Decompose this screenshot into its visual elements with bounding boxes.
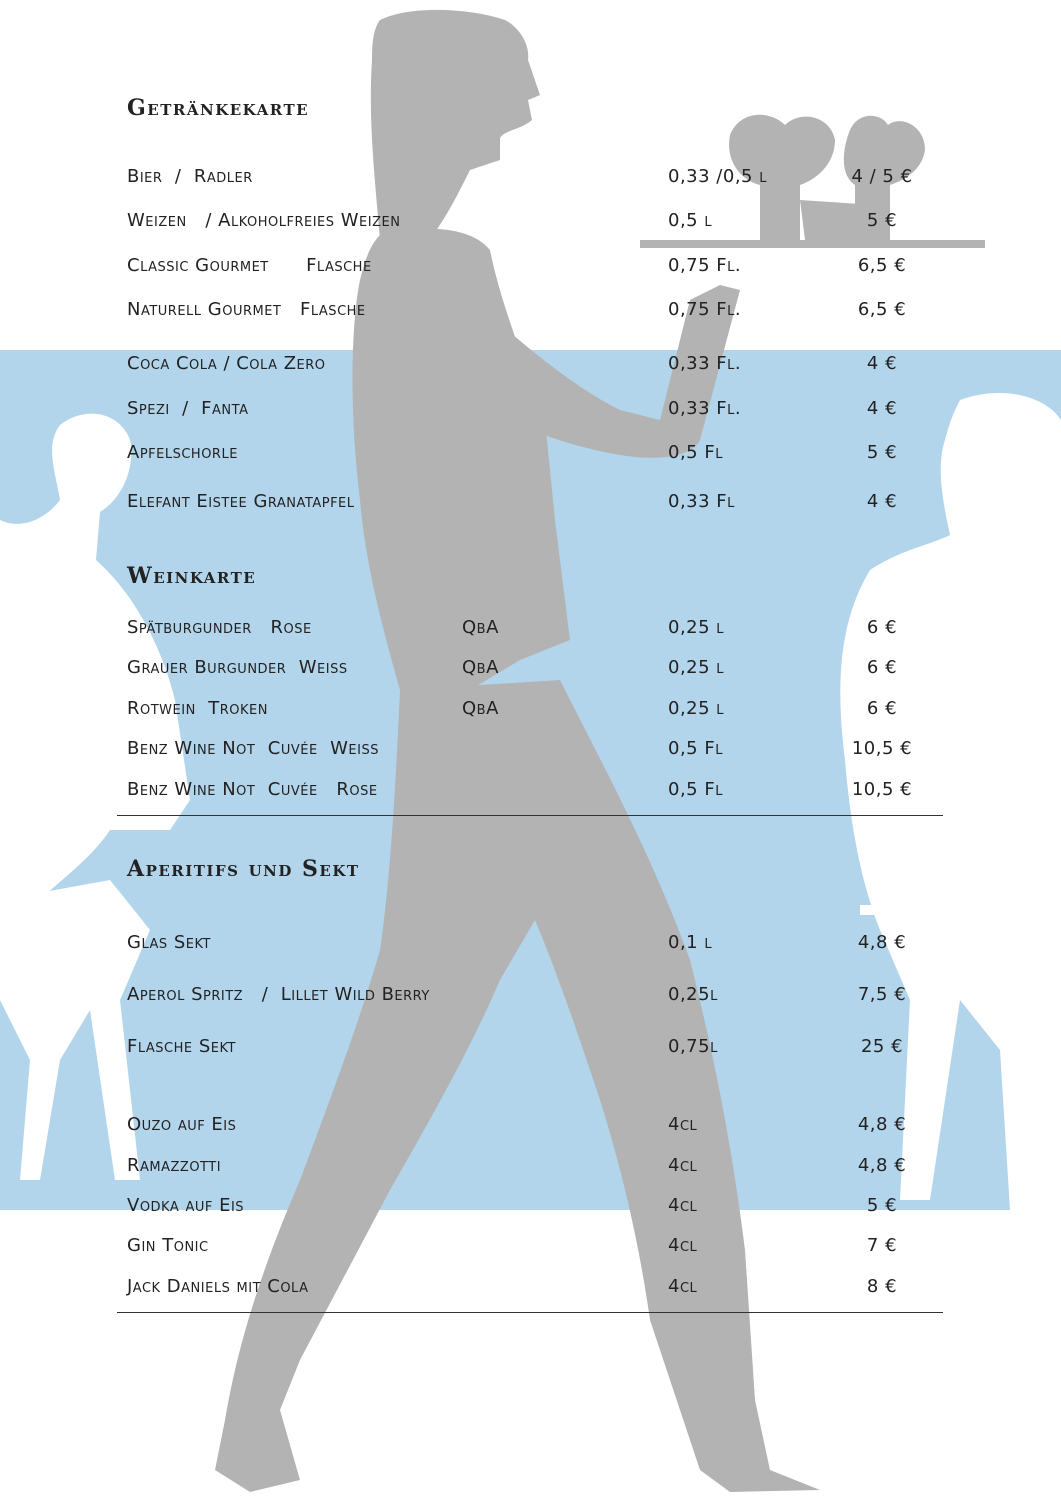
item-name: Benz Wine Not Cuvée Weiss: [127, 738, 379, 759]
item-volume: 0,25 l: [668, 617, 725, 638]
item-volume: 4cl: [668, 1235, 698, 1256]
item-name: Ouzo auf Eis: [127, 1114, 237, 1135]
item-price: 6,5 €: [857, 299, 907, 320]
item-volume: 4cl: [668, 1155, 698, 1176]
menu-item: [0, 928, 1061, 958]
menu-item: [0, 613, 1061, 643]
menu-item: [0, 694, 1061, 724]
item-price: 10,5 €: [851, 779, 913, 800]
menu-item: [0, 653, 1061, 683]
item-name: Aperol Spritz / Lillet Wild Berry: [127, 984, 430, 1005]
menu-item: [0, 1151, 1061, 1181]
item-volume: 0,25 l: [668, 698, 725, 719]
item-volume: 0,5 Fl: [668, 738, 723, 759]
item-name: Spezi / Fanta: [127, 398, 249, 419]
item-name: Elefant Eistee Granatapfel: [127, 491, 355, 512]
item-volume: 4cl: [668, 1276, 698, 1297]
item-name: Vodka auf Eis: [127, 1195, 245, 1216]
item-name: Naturell Gourmet Flasche: [127, 299, 366, 320]
item-price: 6 €: [866, 617, 898, 638]
menu-item: [0, 1272, 1061, 1302]
item-price: 5 €: [866, 210, 898, 231]
item-volume: 0,33 Fl.: [668, 353, 742, 374]
item-price: 8 €: [866, 1276, 898, 1297]
item-name: Glas Sekt: [127, 932, 211, 953]
item-volume: 0,25l: [668, 984, 718, 1005]
menu-item: [0, 438, 1061, 468]
item-volume: 0,25 l: [668, 657, 725, 678]
item-name: Jack Daniels mit Cola: [127, 1276, 309, 1297]
item-name: Benz Wine Not Cuvée Rose: [127, 779, 378, 800]
item-price: 7,5 €: [857, 984, 907, 1005]
item-volume: 0,75 Fl.: [668, 255, 742, 276]
menu-item: [0, 251, 1061, 281]
item-volume: 0,5 Fl: [668, 442, 723, 463]
item-quality: QbA: [462, 617, 499, 638]
menu-item: [0, 487, 1061, 517]
menu-item: [0, 206, 1061, 236]
item-price: 6 €: [866, 698, 898, 719]
item-name: Spätburgunder Rose: [127, 617, 312, 638]
item-name: Grauer Burgunder Weiss: [127, 657, 348, 678]
divider-line: [117, 1312, 943, 1313]
item-price: 4,8 €: [857, 1114, 907, 1135]
divider-line: [117, 815, 943, 816]
item-price: 4 €: [866, 353, 898, 374]
item-name: Gin Tonic: [127, 1235, 209, 1256]
item-price: 25 €: [860, 1036, 904, 1057]
item-price: 6 €: [866, 657, 898, 678]
item-price: 5 €: [866, 442, 898, 463]
section-heading-weinkarte: Weinkarte: [127, 563, 257, 589]
menu-item: [0, 1231, 1061, 1261]
item-name: Flasche Sekt: [127, 1036, 236, 1057]
item-price: 4 / 5 €: [851, 166, 913, 187]
item-volume: 0,33 /0,5 l: [668, 166, 767, 187]
item-volume: 0,75 Fl.: [668, 299, 742, 320]
item-name: Weizen / Alkoholfreies Weizen: [127, 210, 401, 231]
menu-item: [0, 1110, 1061, 1140]
section-heading-aperitifs: Aperitifs und Sekt: [127, 856, 360, 882]
menu-item: [0, 295, 1061, 325]
item-volume: 4cl: [668, 1195, 698, 1216]
item-volume: 0,33 Fl.: [668, 398, 742, 419]
item-volume: 4cl: [668, 1114, 698, 1135]
item-quality: QbA: [462, 698, 499, 719]
item-volume: 0,75l: [668, 1036, 718, 1057]
item-price: 7 €: [866, 1235, 898, 1256]
item-price: 4 €: [866, 491, 898, 512]
item-name: Apfelschorle: [127, 442, 238, 463]
menu-item: [0, 734, 1061, 764]
item-name: Rotwein Troken: [127, 698, 268, 719]
menu-item: [0, 162, 1061, 192]
menu-item: [0, 980, 1061, 1010]
item-name: Coca Cola / Cola Zero: [127, 353, 326, 374]
menu-item: [0, 775, 1061, 805]
menu-item: [0, 349, 1061, 379]
menu-item: [0, 1191, 1061, 1221]
item-volume: 0,5 Fl: [668, 779, 723, 800]
section-heading-getraenkekarte: Getränkekarte: [127, 95, 310, 121]
item-price: 4,8 €: [857, 1155, 907, 1176]
item-volume: 0,1 l: [668, 932, 713, 953]
menu-item: [0, 1032, 1061, 1062]
item-name: Bier / Radler: [127, 166, 253, 187]
item-quality: QbA: [462, 657, 499, 678]
item-name: Ramazzotti: [127, 1155, 222, 1176]
menu-item: [0, 394, 1061, 424]
item-name: Classic Gourmet Flasche: [127, 255, 372, 276]
item-price: 4 €: [866, 398, 898, 419]
item-price: 4,8 €: [857, 932, 907, 953]
item-volume: 0,5 l: [668, 210, 713, 231]
item-price: 6,5 €: [857, 255, 907, 276]
item-price: 10,5 €: [851, 738, 913, 759]
item-price: 5 €: [866, 1195, 898, 1216]
item-volume: 0,33 Fl: [668, 491, 735, 512]
